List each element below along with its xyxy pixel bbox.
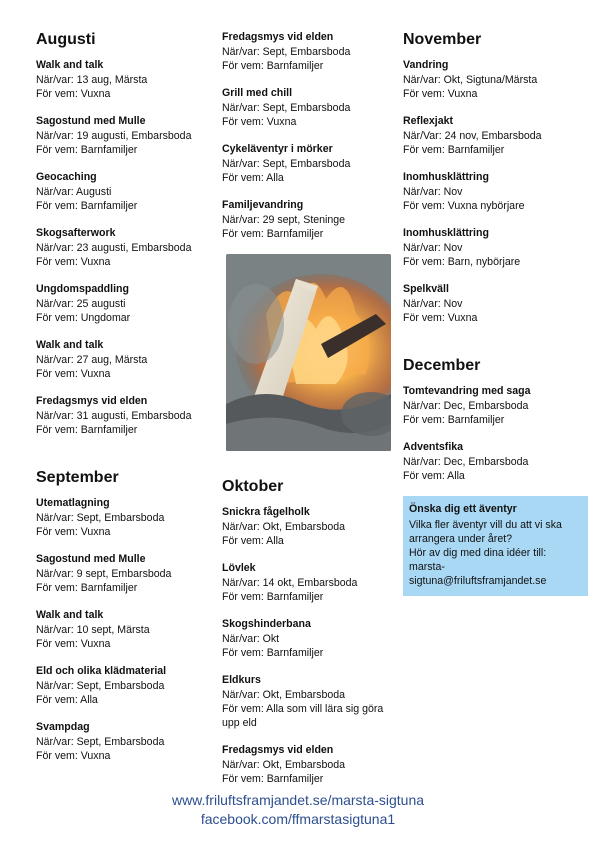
event-when: När/var: Sept, Embarsboda — [222, 102, 351, 114]
month-heading: December — [403, 357, 481, 374]
event-who: För vem: Barnfamiljer — [403, 144, 505, 156]
event-when: När/var: 27 aug, Märsta — [36, 354, 148, 366]
event-item — [36, 394, 216, 437]
event-item — [222, 673, 398, 730]
event-when: När/var: 19 augusti, Embarsboda — [36, 130, 192, 142]
event-title: Eldkurs — [222, 674, 261, 686]
website-link[interactable]: www.friluftsframjandet.se/marsta-sigtuna — [171, 792, 425, 808]
event-item — [222, 561, 398, 604]
event-when: När/var: Nov — [403, 298, 463, 310]
event-when: När/var: Sept, Embarsboda — [222, 158, 351, 170]
event-when: När/var: Sept, Embarsboda — [36, 736, 165, 748]
event-item — [36, 282, 216, 325]
event-when: När/var: Sept, Embarsboda — [36, 680, 165, 692]
event-who: För vem: Vuxna — [36, 256, 111, 268]
event-when: När/var: 31 augusti, Embarsboda — [36, 410, 192, 422]
event-item — [36, 114, 216, 157]
event-when: När/Var: 24 nov, Embarsboda — [403, 130, 542, 142]
event-item — [403, 58, 588, 101]
event-item — [222, 743, 398, 786]
event-title: Walk and talk — [36, 59, 104, 71]
event-who: För vem: Vuxna — [403, 88, 478, 100]
event-item — [403, 170, 588, 213]
event-title: Geocaching — [36, 171, 97, 183]
event-who: För vem: Alla — [222, 535, 284, 547]
event-item — [36, 552, 216, 595]
event-who: För vem: Alla — [403, 470, 465, 482]
event-item — [222, 86, 398, 129]
event-item — [222, 30, 398, 73]
event-when: När/var: Sept, Embarsboda — [36, 512, 165, 524]
event-when: När/var: Okt, Embarsboda — [222, 759, 346, 771]
event-title: Sagostund med Mulle — [36, 553, 146, 565]
event-item — [36, 58, 216, 101]
event-title: Tomtevandring med saga — [403, 385, 531, 397]
event-who: För vem: Vuxna — [222, 116, 297, 128]
spacer — [222, 451, 398, 477]
section-oktober — [222, 477, 398, 786]
box-text: Vilka fler äventyr vill du att vi ska arrangera under året? — [409, 519, 562, 545]
event-item — [36, 664, 216, 707]
event-title: Vandring — [403, 59, 449, 71]
event-title: Cykeläventyr i mörker — [222, 143, 333, 155]
event-title: Utematlagning — [36, 497, 110, 509]
event-title: Fredagsmys vid elden — [222, 744, 334, 756]
event-item — [36, 170, 216, 213]
event-title: Eld och olika klädmaterial — [36, 665, 167, 677]
event-title: Inomhusklättring — [403, 171, 489, 183]
column-middle — [222, 30, 398, 799]
event-title: Adventsfika — [403, 441, 464, 453]
event-who: För vem: Barnfamiljer — [222, 60, 324, 72]
column-left — [36, 30, 216, 776]
box-title: Önska dig ett äventyr — [409, 503, 517, 515]
event-when: När/var: Dec, Embarsboda — [403, 456, 529, 468]
event-who: För vem: Barnfamiljer — [222, 647, 324, 659]
section-september — [36, 468, 216, 763]
event-who: För vem: Vuxna — [403, 312, 478, 324]
event-item — [36, 338, 216, 381]
event-who: För vem: Vuxna nybörjare — [403, 200, 525, 212]
event-when: När/var: 13 aug, Märsta — [36, 74, 148, 86]
spacer — [36, 450, 216, 468]
event-who: För vem: Barnfamiljer — [222, 773, 324, 785]
event-when: När/var: 14 okt, Embarsboda — [222, 577, 358, 589]
event-who: För vem: Ungdomar — [36, 312, 131, 324]
facebook-link[interactable]: facebook.com/ffmarstasigtuna1 — [200, 811, 396, 827]
event-title: Sagostund med Mulle — [36, 115, 146, 127]
event-item — [36, 720, 216, 763]
event-when: När/var: Okt, Embarsboda — [222, 689, 346, 701]
event-when: När/var: 10 sept, Märsta — [36, 624, 150, 636]
section-december — [403, 356, 588, 483]
event-who: För vem: Vuxna — [36, 526, 111, 538]
section-augusti — [36, 30, 216, 437]
event-when: När/var: 9 sept, Embarsboda — [36, 568, 172, 580]
event-who: För vem: Vuxna — [36, 368, 111, 380]
event-when: När/var: Okt — [222, 633, 280, 645]
event-who: För vem: Vuxna — [36, 88, 111, 100]
event-item — [222, 617, 398, 660]
event-when: När/var: Nov — [403, 186, 463, 198]
event-item — [36, 608, 216, 651]
event-item — [403, 114, 588, 157]
event-who: För vem: Barnfamiljer — [222, 591, 324, 603]
event-who: För vem: Alla — [222, 172, 284, 184]
event-title: Skogshinderbana — [222, 618, 311, 630]
event-title: Grill med chill — [222, 87, 293, 99]
event-title: Inomhusklättring — [403, 227, 489, 239]
event-item — [222, 198, 398, 241]
event-who: För vem: Alla — [36, 694, 98, 706]
month-heading: November — [403, 31, 482, 48]
spacer — [403, 338, 588, 356]
event-title: Skogsafterwork — [36, 227, 116, 239]
event-title: Fredagsmys vid elden — [222, 31, 334, 43]
event-who: För vem: Barn, nybörjare — [403, 256, 521, 268]
wish-adventure-box — [403, 496, 588, 596]
event-title: Fredagsmys vid elden — [36, 395, 148, 407]
event-who: För vem: Vuxna — [36, 750, 111, 762]
event-when: När/var: Okt, Sigtuna/Märsta — [403, 74, 538, 86]
event-when: När/var: 23 augusti, Embarsboda — [36, 242, 192, 254]
event-when: När/var: 29 sept, Steninge — [222, 214, 346, 226]
campfire-illustration — [226, 254, 391, 451]
section-november — [403, 30, 588, 325]
event-when: När/var: Augusti — [36, 186, 112, 198]
event-when: När/var: Dec, Embarsboda — [403, 400, 529, 412]
event-who: För vem: Barnfamiljer — [403, 414, 505, 426]
event-item — [403, 384, 588, 427]
event-who: För vem: Vuxna — [36, 638, 111, 650]
event-who: För vem: Alla som vill lära sig göra upp eld — [222, 703, 384, 729]
event-who: För vem: Barnfamiljer — [36, 424, 138, 436]
contact-email[interactable]: marsta-sigtuna@friluftsframjandet.se — [409, 561, 547, 587]
event-title: Spelkväll — [403, 283, 449, 295]
event-item — [403, 440, 588, 483]
event-when: När/var: Okt, Embarsboda — [222, 521, 346, 533]
event-item — [222, 142, 398, 185]
event-item — [403, 226, 588, 269]
event-item — [403, 282, 588, 325]
event-item — [36, 496, 216, 539]
event-item — [222, 505, 398, 548]
month-heading: Oktober — [222, 478, 284, 495]
event-title: Snickra fågelholk — [222, 506, 310, 518]
section-september-continued — [222, 30, 398, 241]
event-who: För vem: Barnfamiljer — [36, 144, 138, 156]
event-who: För vem: Barnfamiljer — [36, 582, 138, 594]
event-title: Reflexjakt — [403, 115, 454, 127]
month-heading: Augusti — [36, 31, 96, 48]
event-when: När/var: Nov — [403, 242, 463, 254]
box-text: Hör av dig med dina idéer till: — [409, 547, 547, 559]
event-who: För vem: Barnfamiljer — [222, 228, 324, 240]
month-heading: September — [36, 469, 119, 486]
event-when: När/var: 25 augusti — [36, 298, 126, 310]
event-title: Familjevandring — [222, 199, 304, 211]
event-title: Walk and talk — [36, 339, 104, 351]
event-title: Lövlek — [222, 562, 256, 574]
event-title: Walk and talk — [36, 609, 104, 621]
campfire-photo — [226, 254, 391, 451]
column-right — [403, 30, 588, 596]
event-title: Svampdag — [36, 721, 90, 733]
event-when: När/var: Sept, Embarsboda — [222, 46, 351, 58]
event-title: Ungdomspaddling — [36, 283, 129, 295]
event-who: För vem: Barnfamiljer — [36, 200, 138, 212]
event-item — [36, 226, 216, 269]
